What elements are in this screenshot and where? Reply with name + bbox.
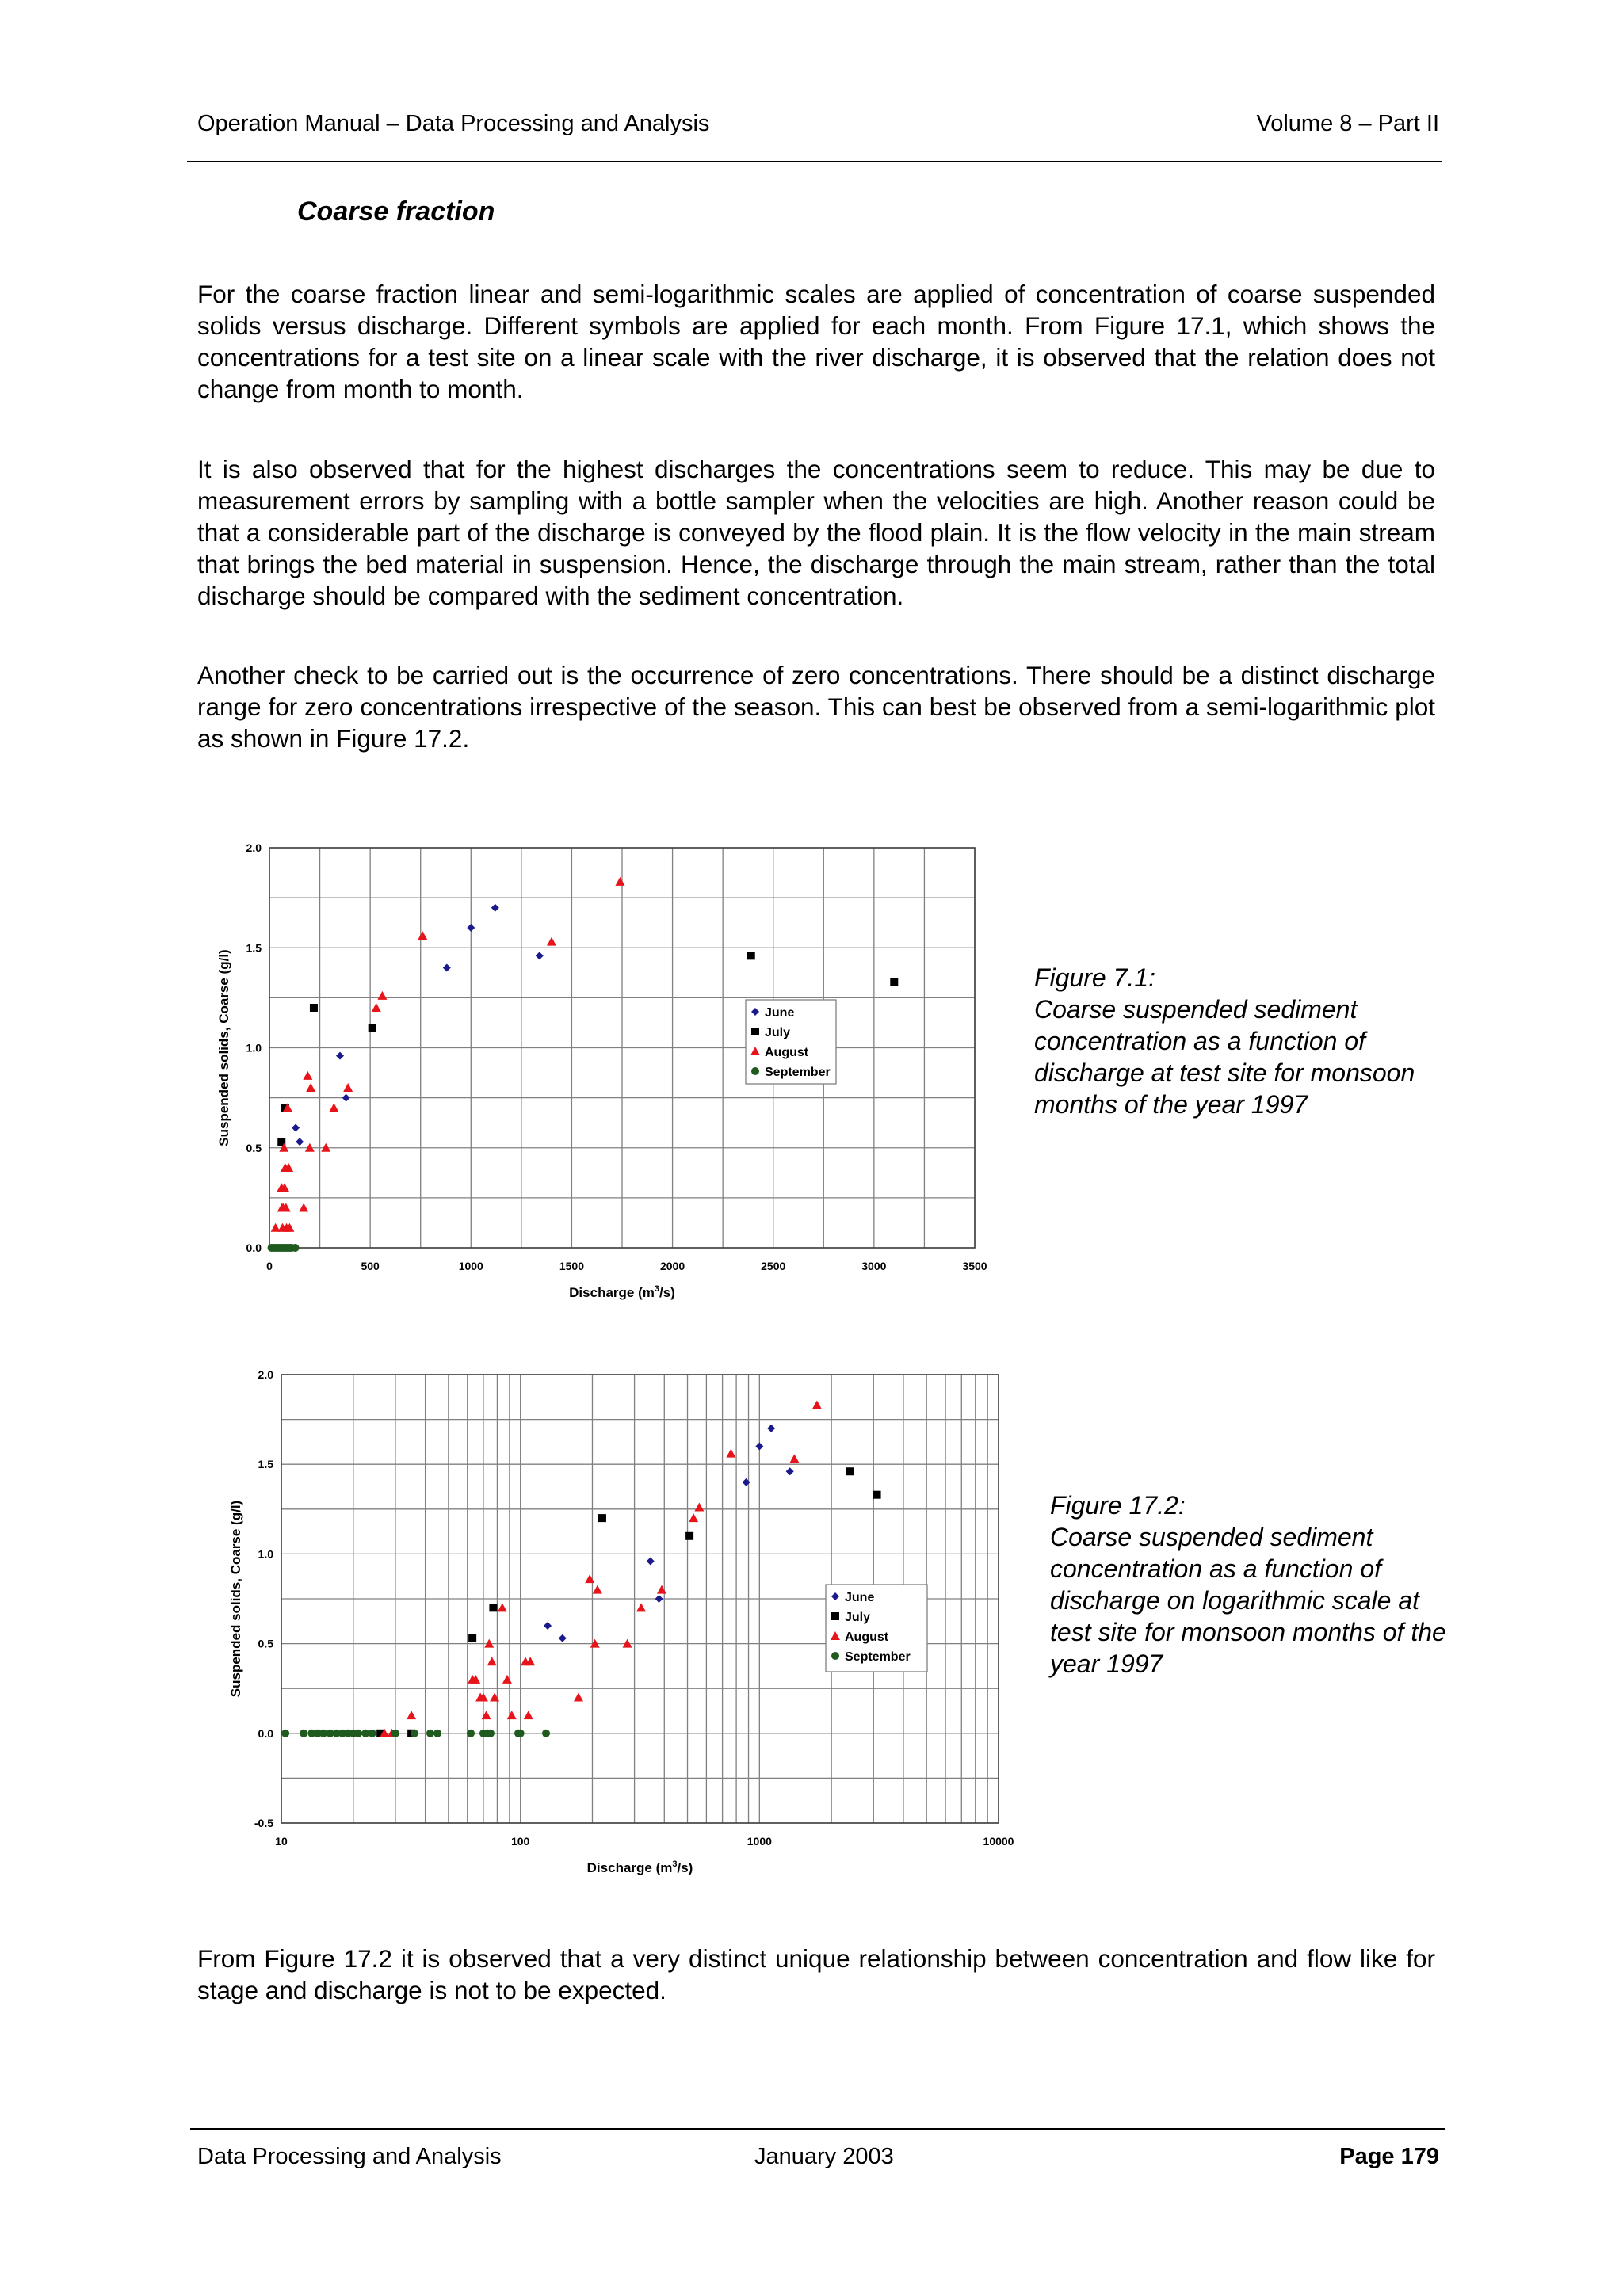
figure-1-caption-body: Coarse suspended sediment concentration as a function of discharge at test site for monsoon months of the year 1997 xyxy=(1034,995,1415,1119)
y-tick-label: 1.5 xyxy=(246,941,262,955)
section-title: Coarse fraction xyxy=(297,196,495,227)
legend-marker-september xyxy=(751,1067,759,1075)
paragraph-4: From Figure 17.2 it is observed that a very distinct unique relationship between concentration and flow like for stage and discharge is not to be expected. xyxy=(197,1944,1435,2004)
x-tick-label: 3500 xyxy=(962,1260,987,1272)
data-point-september xyxy=(542,1730,550,1737)
legend-label-july: July xyxy=(845,1611,871,1624)
footer-rule xyxy=(190,2128,1445,2130)
paragraph-1: For the coarse fraction linear and semi-logarithmic scales are applied of concentration of coarse suspended solids versus discharge. Different symbols are applied for each month. From Figure 17.1, which shows the concentrations for a test site on a linear scale with the river discharge, it is observed that the relation does not change from month to month. xyxy=(197,280,1435,403)
y-axis-label: Suspended solids, Coarse (g/l) xyxy=(216,949,231,1146)
figure-2-caption xyxy=(1050,1489,1454,1680)
legend-marker-july xyxy=(831,1612,839,1620)
y-tick-label: 1.0 xyxy=(258,1547,273,1561)
header-right: Volume 8 – Part II xyxy=(1256,111,1439,136)
data-point-september xyxy=(281,1730,289,1737)
data-point-september xyxy=(467,1730,475,1737)
footer-left: Data Processing and Analysis xyxy=(197,2144,502,2169)
figure-2-chart xyxy=(214,1351,1018,1882)
legend-marker-july xyxy=(751,1028,759,1035)
figure-1-chart xyxy=(202,828,1002,1311)
data-point-july xyxy=(747,952,755,959)
data-point-july xyxy=(598,1514,606,1522)
x-tick-label: 3000 xyxy=(861,1260,887,1272)
x-axis-label: Discharge $(m^3/s)$ xyxy=(569,1284,675,1300)
data-point-september xyxy=(411,1730,418,1737)
data-point-july xyxy=(890,978,898,986)
data-point-september xyxy=(369,1730,376,1737)
y-tick-label: 1.5 xyxy=(258,1458,273,1471)
data-point-september xyxy=(300,1730,307,1737)
x-tick-label: 2000 xyxy=(659,1260,685,1272)
footer-right: Page 179 xyxy=(1339,2144,1439,2169)
data-point-july xyxy=(468,1634,476,1642)
y-tick-label: 2.0 xyxy=(258,1368,273,1381)
y-tick-label: 0.0 xyxy=(258,1726,273,1740)
legend-label-july: July xyxy=(765,1026,791,1039)
data-point-july xyxy=(310,1004,318,1012)
paragraph-2: It is also observed that for the highest discharges the concentrations seem to reduce. This may be due to measurement errors by sampling with a bottle sampler when the velocities are high. Another reason could be that a considerable part of the discharge is conveyed by the flood plain. It is the flow velocity in the main stream that brings the bed material in suspension. Hence, the discharge through the main stream, rather than the total discharge should be compared with the sediment concentration. xyxy=(197,455,1435,610)
figure-1-caption-title: Figure 7.1: xyxy=(1034,963,1155,992)
x-tick-label: 1000 xyxy=(458,1260,483,1272)
data-point-september xyxy=(487,1730,495,1737)
data-point-july xyxy=(685,1532,693,1540)
legend-label-september: September xyxy=(765,1066,831,1079)
data-point-september xyxy=(433,1730,441,1737)
y-tick-label: 1.0 xyxy=(246,1041,262,1055)
data-point-september xyxy=(292,1244,300,1252)
x-tick-label: 1500 xyxy=(559,1260,585,1272)
data-point-july xyxy=(489,1604,497,1611)
data-point-september xyxy=(517,1730,525,1737)
x-tick-label: 0 xyxy=(266,1260,273,1272)
y-tick-label: 2.0 xyxy=(246,841,262,854)
x-tick-label: 1000 xyxy=(747,1835,772,1848)
data-point-july xyxy=(873,1491,881,1499)
legend-label-august: August xyxy=(765,1046,809,1059)
x-tick-label: 500 xyxy=(361,1260,380,1272)
data-point-july xyxy=(369,1024,376,1032)
x-tick-label: 10000 xyxy=(983,1835,1014,1848)
legend-label-august: August xyxy=(845,1630,889,1644)
data-point-september xyxy=(426,1730,434,1737)
legend-label-june: June xyxy=(765,1006,795,1020)
figure-2-caption-title: Figure 17.2: xyxy=(1050,1491,1186,1520)
data-point-september xyxy=(391,1730,399,1737)
figure-2-caption-body: Coarse suspended sediment concentration as a function of discharge on logarithmic scale at test site for monsoon months of the year 1997 xyxy=(1050,1523,1446,1678)
x-tick-label: 10 xyxy=(275,1835,288,1848)
x-tick-label: 2500 xyxy=(761,1260,786,1272)
header-rule xyxy=(187,161,1442,162)
y-tick-label: 0.0 xyxy=(246,1241,262,1254)
legend-marker-september xyxy=(831,1652,839,1660)
y-tick-label: 0.5 xyxy=(258,1637,273,1650)
y-tick-label: -0.5 xyxy=(254,1817,273,1829)
legend-label-june: June xyxy=(845,1591,875,1604)
paragraph-3: Another check to be carried out is the occurrence of zero concentrations. There should be a distinct discharge range for zero concentrations irrespective of the season. This can best be observed from a semi-logarithmic plot as shown in Figure 17.2. xyxy=(197,661,1435,753)
x-axis-label: Discharge $(m^3/s)$ xyxy=(586,1859,693,1875)
header-left: Operation Manual – Data Processing and Analysis xyxy=(197,111,710,136)
legend-label-september: September xyxy=(845,1650,911,1664)
footer-center: January 2003 xyxy=(754,2144,894,2169)
x-tick-label: 100 xyxy=(510,1835,530,1848)
y-axis-label: Suspended solids, Coarse (g/l) xyxy=(228,1500,243,1698)
figure-1-caption xyxy=(1034,962,1446,1120)
y-tick-label: 0.5 xyxy=(246,1141,262,1154)
data-point-september xyxy=(354,1730,362,1737)
data-point-july xyxy=(846,1467,854,1475)
